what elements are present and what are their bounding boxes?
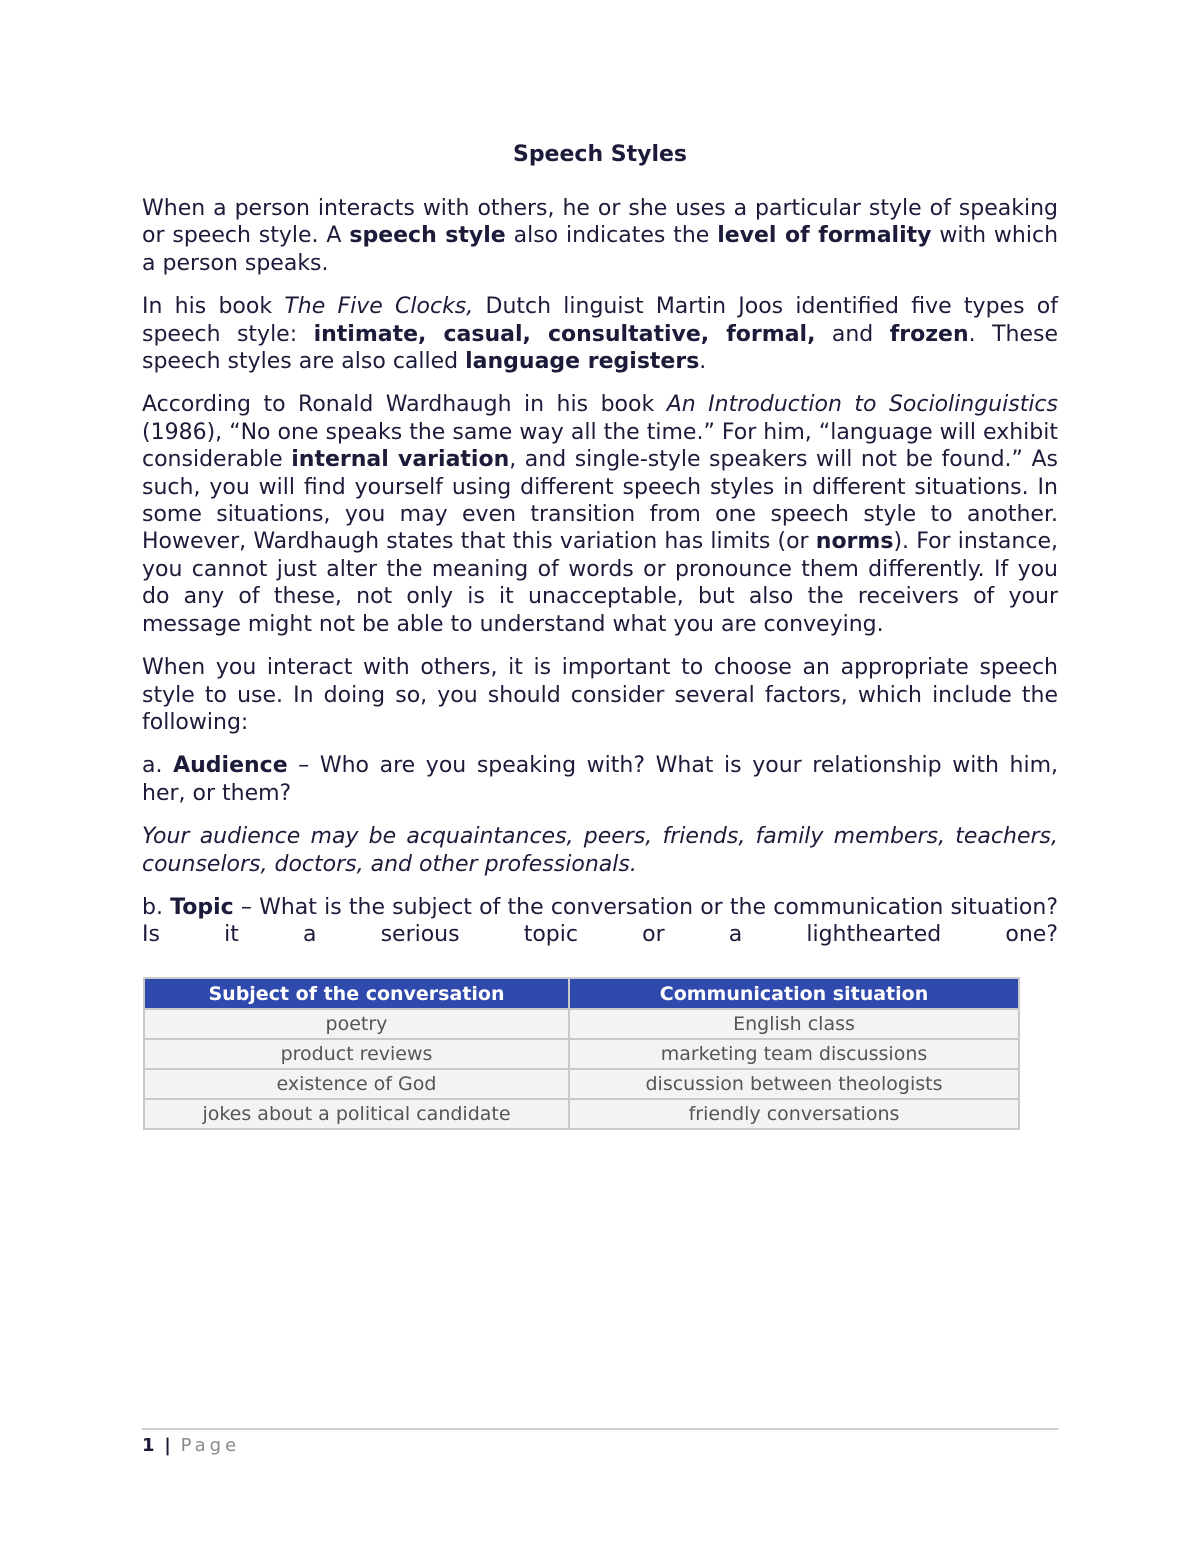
- column-header-subject: Subject of the conversation: [144, 978, 569, 1009]
- table-cell: jokes about a political candidate: [144, 1099, 569, 1129]
- paragraph-audience-examples: [142, 823, 1058, 878]
- page-label: Page: [180, 1435, 241, 1456]
- footer-separator: |: [164, 1435, 171, 1456]
- text-run: When a person interacts with others, he or she uses a particular style of speaking or speech style. A: [142, 196, 1058, 249]
- document-body: [142, 195, 1058, 949]
- text-run: – Who are you speaking with? What is your relationship with him, her, or them?: [142, 753, 1058, 806]
- page-number: 1: [142, 1435, 155, 1456]
- paragraph-wardhaugh: [142, 391, 1058, 638]
- bold-term: Audience: [173, 753, 288, 779]
- table-cell: poetry: [144, 1009, 569, 1039]
- bold-term: level of formality: [717, 223, 932, 249]
- table-cell: marketing team discussions: [569, 1039, 1019, 1069]
- bold-term: norms: [815, 529, 894, 555]
- table-row: [144, 1099, 1019, 1129]
- bold-term: speech style: [349, 223, 506, 249]
- paragraph-five-clocks: [142, 293, 1058, 375]
- paragraph-audience: [142, 752, 1058, 807]
- text-run: ). For instance, you cannot just alter the meaning of words or pronounce them differently. If you do any of these, not only is it unacceptable, but also the receivers of your message might not be able to understand what you are conveying.: [142, 529, 1058, 637]
- bold-term: internal variation: [291, 447, 510, 473]
- bold-term: Topic: [170, 894, 234, 920]
- table-row: [144, 1069, 1019, 1099]
- text-run: According to Ronald Wardhaugh in his book: [142, 392, 667, 418]
- table-cell: friendly conversations: [569, 1099, 1019, 1129]
- page-footer: [142, 1434, 240, 1458]
- table-cell: discussion between theologists: [569, 1069, 1019, 1099]
- bold-term: intimate, casual, consultative, formal,: [313, 321, 816, 347]
- book-title: An Introduction to Sociolinguistics: [666, 392, 1058, 418]
- text-run: In his book: [142, 294, 285, 320]
- text-run: with which a person speaks.: [142, 223, 1059, 276]
- bold-term: frozen: [889, 321, 969, 347]
- table-header-row: [144, 978, 1019, 1009]
- text-run: . These speech styles are also called: [142, 321, 1058, 375]
- text-run: also indicates the: [505, 223, 718, 249]
- table-row: [144, 1009, 1019, 1039]
- text-run: Dutch linguist Martin Joos identified five types of speech style:: [142, 294, 1058, 347]
- book-title: The Five Clocks,: [284, 294, 474, 320]
- table-row: [144, 1039, 1019, 1069]
- text-run: , and single-style speakers will not be found.” As such, you will find yourself using different speech styles in different situations. In some situations, you may even transition from one speech style to another. However, Wardhaugh states that this variation has limits (or: [142, 447, 1058, 555]
- text-run: (1986), “No one speaks the same way all the time.” For him, “language will exhibit considerable: [142, 419, 1058, 473]
- text-run: b.: [142, 894, 171, 920]
- italic-text: Your audience may be acquaintances, peers, friends, family members, teachers, counselors, doctors, and other professionals.: [142, 824, 1058, 877]
- table-cell: existence of God: [144, 1069, 569, 1099]
- column-header-situation: Communication situation: [569, 978, 1019, 1009]
- paragraph-factors: [142, 654, 1058, 736]
- table-cell: product reviews: [144, 1039, 569, 1069]
- topic-table: [143, 977, 1020, 1130]
- text-run: a.: [142, 753, 174, 779]
- page-title: Speech Styles: [512, 142, 688, 167]
- text-run: – What is the subject of the conversation or the communication situation? Is it a serious topic or a lighthearted one?: [142, 894, 1059, 948]
- table-cell: English class: [569, 1009, 1019, 1039]
- bold-term: language registers: [465, 349, 700, 375]
- paragraph-topic: [142, 894, 1058, 949]
- text-run: .: [699, 349, 707, 375]
- text-run: When you interact with others, it is important to choose an appropriate speech style to use. In doing so, you should consider several factors, which include the following:: [142, 655, 1058, 735]
- footer-divider: [142, 1428, 1059, 1430]
- text-run: and: [815, 321, 890, 347]
- paragraph-intro: [142, 195, 1058, 277]
